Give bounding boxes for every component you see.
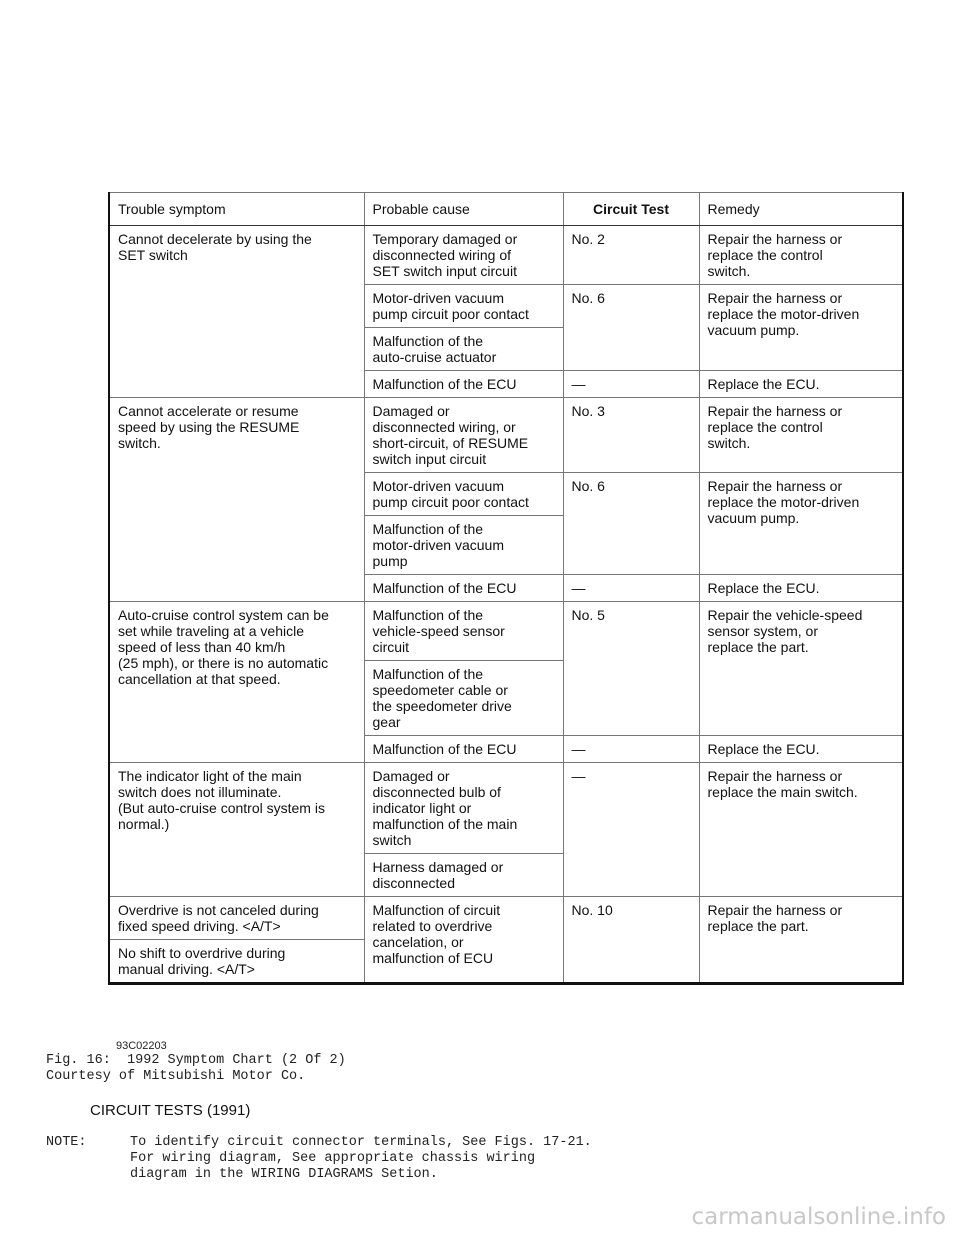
circuit-test-cell: No. 3	[563, 398, 699, 473]
header-probable-cause: Probable cause	[364, 193, 563, 226]
trouble-symptom-cell: No shift to overdrive during manual driving. <A/T>	[109, 940, 364, 984]
table-row	[109, 763, 903, 854]
remedy-cell: Replace the ECU.	[699, 736, 903, 763]
probable-cause-cell: Malfunction of the ECU	[364, 575, 563, 602]
probable-cause-cell: Malfunction of the speedometer cable or the speedometer drive gear	[364, 661, 563, 736]
circuit-test-cell: —	[563, 736, 699, 763]
remedy-cell: Repair the harness or replace the main switch.	[699, 763, 903, 897]
probable-cause-cell: Motor-driven vacuum pump circuit poor contact	[364, 473, 563, 516]
probable-cause-cell: Damaged or disconnected bulb of indicator light or malfunction of the main switch	[364, 763, 563, 854]
remedy-cell: Repair the harness or replace the part.	[699, 897, 903, 984]
remedy-cell: Replace the ECU.	[699, 575, 903, 602]
probable-cause-cell: Harness damaged or disconnected	[364, 854, 563, 897]
probable-cause-cell: Malfunction of circuit related to overdrive cancelation, or malfunction of ECU	[364, 897, 563, 984]
note-label: NOTE:	[46, 1135, 87, 1150]
note-line: For wiring diagram, See appropriate chassis wiring	[130, 1151, 536, 1166]
probable-cause-cell: Malfunction of the ECU	[364, 371, 563, 398]
remedy-cell: Repair the harness or replace the motor-driven vacuum pump.	[699, 473, 903, 575]
figure-id: 93C02203	[116, 1040, 167, 1052]
trouble-symptom-cell: Overdrive is not canceled during fixed speed driving. <A/T>	[109, 897, 364, 940]
trouble-symptom-cell: The indicator light of the main switch does not illuminate. (But auto-cruise control system is normal.)	[109, 763, 364, 897]
probable-cause-cell: Malfunction of the ECU	[364, 736, 563, 763]
table-row	[109, 897, 903, 940]
circuit-test-cell: —	[563, 763, 699, 897]
table-row	[109, 602, 903, 661]
circuit-test-cell: —	[563, 575, 699, 602]
circuit-test-cell: —	[563, 371, 699, 398]
trouble-symptom-cell: Auto-cruise control system can be set while traveling at a vehicle speed of less than 40 km/h (25 mph), or there is no automatic cancellation at that speed.	[109, 602, 364, 763]
probable-cause-cell: Damaged or disconnected wiring, or short-circuit, of RESUME switch input circuit	[364, 398, 563, 473]
trouble-symptom-cell: Cannot decelerate by using the SET switch	[109, 226, 364, 398]
circuit-test-cell: No. 6	[563, 473, 699, 575]
symptom-chart-table	[108, 192, 904, 985]
trouble-symptom-cell: Cannot accelerate or resume speed by using the RESUME switch.	[109, 398, 364, 602]
remedy-cell: Repair the harness or replace the motor-driven vacuum pump.	[699, 285, 903, 371]
probable-cause-cell: Temporary damaged or disconnected wiring of SET switch input circuit	[364, 226, 563, 285]
probable-cause-cell: Malfunction of the vehicle-speed sensor circuit	[364, 602, 563, 661]
circuit-test-cell: No. 10	[563, 897, 699, 984]
table-row	[109, 226, 903, 285]
section-heading: CIRCUIT TESTS (1991)	[90, 1102, 251, 1119]
figure-caption: Fig. 16: 1992 Symptom Chart (2 Of 2)	[46, 1053, 346, 1068]
figure-courtesy: Courtesy of Mitsubishi Motor Co.	[46, 1069, 306, 1084]
note-line: diagram in the WIRING DIAGRAMS Setion.	[130, 1167, 438, 1182]
probable-cause-cell: Motor-driven vacuum pump circuit poor contact	[364, 285, 563, 328]
probable-cause-cell: Malfunction of the motor-driven vacuum pump	[364, 516, 563, 575]
header-circuit-test: Circuit Test	[563, 193, 699, 226]
circuit-test-cell: No. 5	[563, 602, 699, 736]
remedy-cell: Repair the harness or replace the control switch.	[699, 226, 903, 285]
remedy-cell: Repair the vehicle-speed sensor system, or replace the part.	[699, 602, 903, 736]
table-header-row	[109, 193, 903, 226]
circuit-test-cell: No. 6	[563, 285, 699, 371]
watermark: carmanualsonline.info	[691, 1204, 946, 1230]
remedy-cell: Repair the harness or replace the control switch.	[699, 398, 903, 473]
remedy-cell: Replace the ECU.	[699, 371, 903, 398]
probable-cause-cell: Malfunction of the auto-cruise actuator	[364, 328, 563, 371]
table-row	[109, 398, 903, 473]
header-remedy: Remedy	[699, 193, 903, 226]
circuit-test-cell: No. 2	[563, 226, 699, 285]
note-line: To identify circuit connector terminals, See Figs. 17-21.	[130, 1135, 592, 1150]
header-trouble-symptom: Trouble symptom	[109, 193, 364, 226]
